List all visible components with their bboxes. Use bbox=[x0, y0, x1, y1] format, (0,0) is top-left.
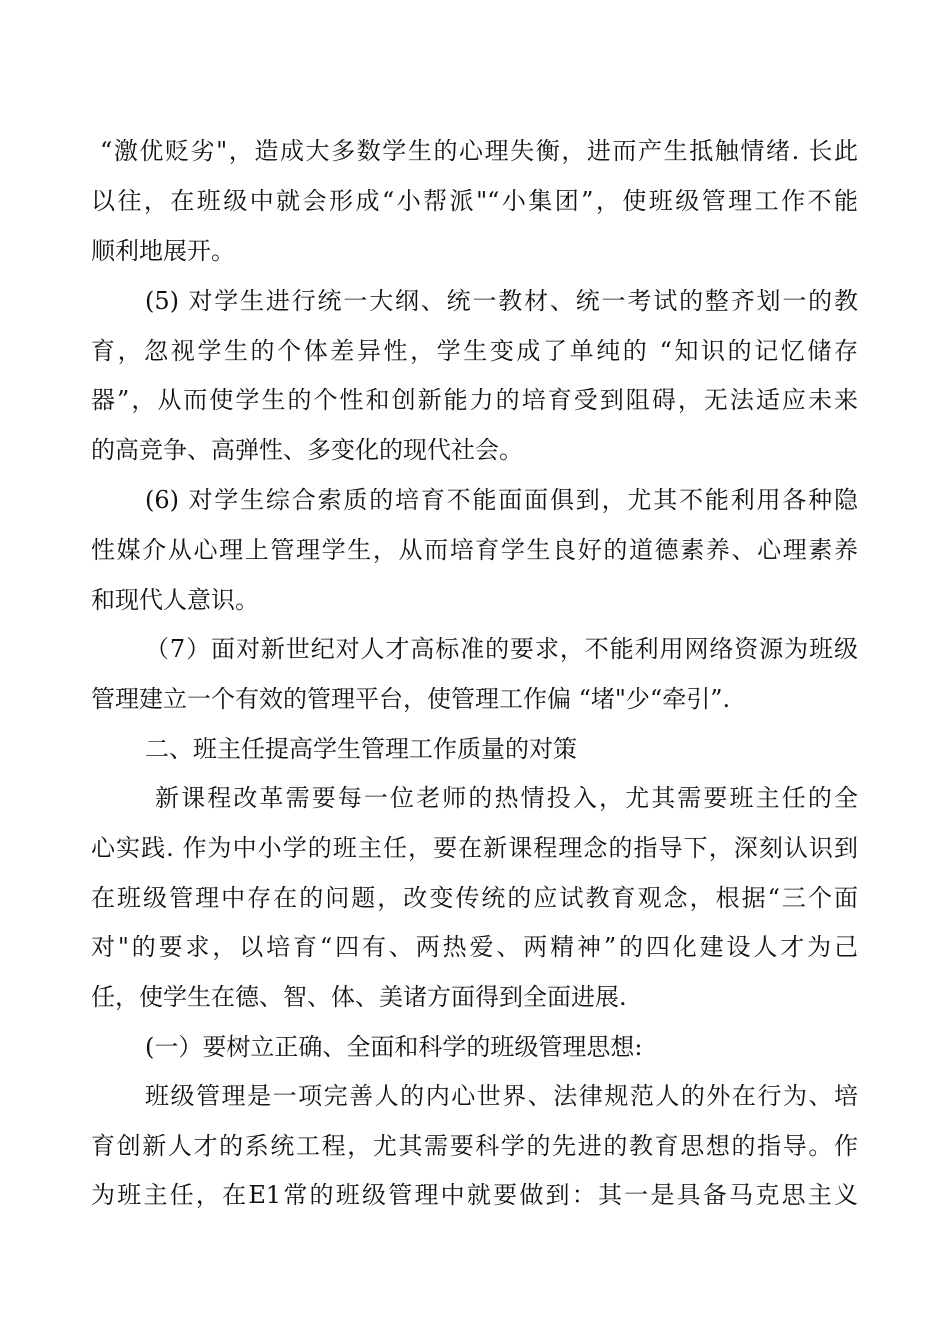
text-line: 任，使学生在德、智、体、美诸方面得到全面进展. bbox=[91, 983, 627, 1011]
text-line: 班级管理是一项完善人的内心世界、法律规范人的外在行为、培 bbox=[145, 1082, 858, 1110]
text-line: 性媒介从心理上管理学生，从而培育学生良好的道德素养、心理素养 bbox=[91, 536, 858, 564]
text-line: 顺利地展开。 bbox=[91, 237, 235, 265]
subsection-heading: (一）要树立正确、全面和科学的班级管理思想: bbox=[145, 1033, 643, 1061]
text-line: “激优贬劣"，造成大多数学生的心理失衡，进而产生抵触情绪. 长此 bbox=[100, 137, 858, 165]
text-line: 管理建立一个有效的管理平台，使管理工作偏 “堵"少“牵引”. bbox=[91, 685, 731, 713]
text-line: 在班级管理中存在的问题，改变传统的应试教育观念，根据“三个面 bbox=[91, 884, 858, 912]
text-line: 育创新人才的系统工程，尤其需要科学的先进的教育思想的指导。作 bbox=[91, 1132, 858, 1160]
text-line: 育，忽视学生的个体差异性，学生变成了单纯的 “知识的记忆储存 bbox=[91, 337, 858, 365]
text-line: (6) 对学生综合索质的培育不能面面俱到，尤其不能利用各种隐 bbox=[145, 486, 858, 514]
text-line: 对"的要求，以培育“四有、两热爱、两精神”的四化建设人才为己 bbox=[91, 933, 858, 961]
text-line: 的高竞争、高弹性、多变化的现代社会。 bbox=[91, 436, 523, 464]
text-line: 为班主任，在E1常的班级管理中就要做到：其一是具备马克思主义 bbox=[91, 1181, 858, 1209]
text-line: （7）面对新世纪对人才高标准的要求，不能利用网络资源为班级 bbox=[145, 635, 858, 663]
text-line: 新课程改革需要每一位老师的热情投入，尤其需要班主任的全 bbox=[155, 784, 858, 812]
text-line: 器”，从而使学生的个性和创新能力的培育受到阻碍，无法适应未来 bbox=[91, 386, 858, 414]
text-line: 和现代人意识。 bbox=[91, 586, 259, 614]
text-line: 以往，在班级中就会形成“小帮派"“小集团”，使班级管理工作不能 bbox=[91, 187, 858, 215]
text-line: (5) 对学生进行统一大纲、统一教材、统一考试的整齐划一的教 bbox=[145, 287, 858, 315]
text-line: 心实践. 作为中小学的班主任，要在新课程理念的指导下，深刻认识到 bbox=[91, 834, 858, 862]
section-heading: 二、班主任提高学生管理工作质量的对策 bbox=[145, 735, 577, 763]
